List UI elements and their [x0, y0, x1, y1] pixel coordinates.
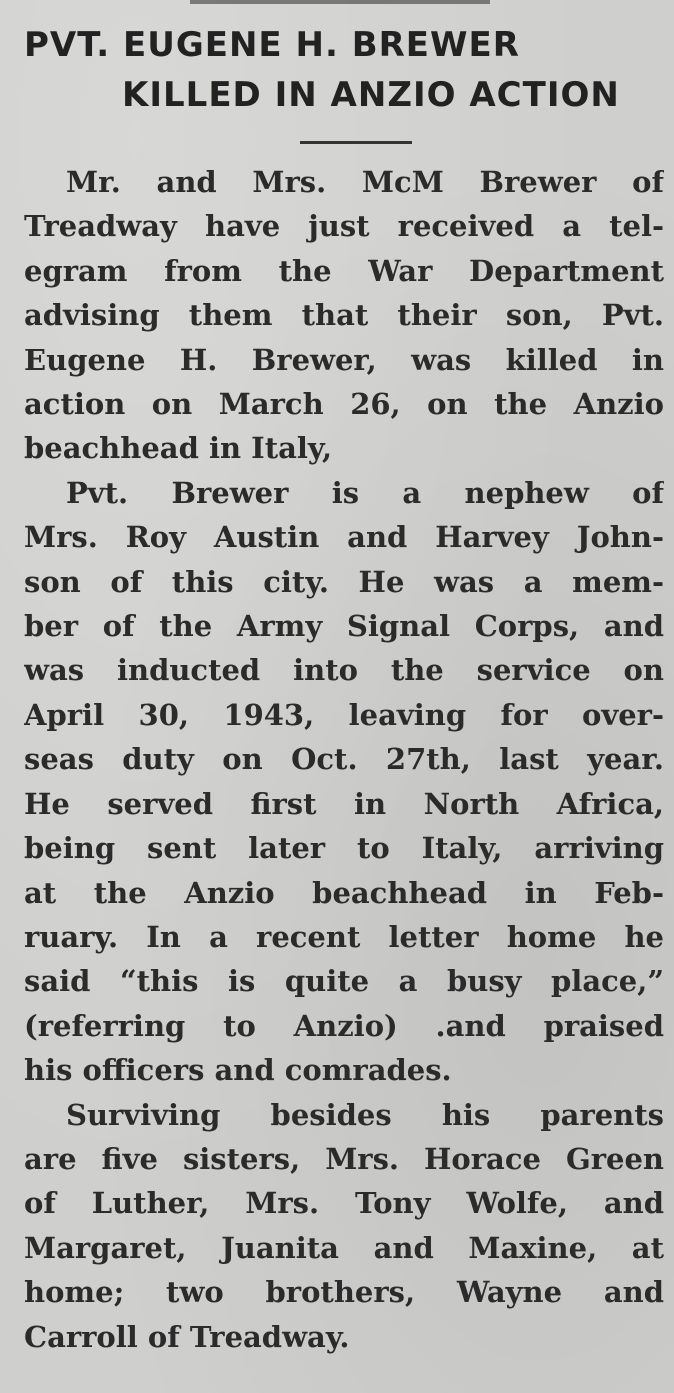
text-line: of Luther, Mrs. Tony Wolfe, and — [24, 1186, 664, 1221]
text-line: Eugene H. Brewer, was killed in — [24, 342, 664, 377]
text-line: Surviving besides his parents — [66, 1097, 664, 1132]
paragraph-2 — [24, 471, 664, 1093]
text-line: was inducted into the service on — [24, 653, 664, 688]
headline-divider — [300, 141, 412, 144]
text-line: April 30, 1943, leaving for over- — [24, 697, 664, 732]
text-line: being sent later to Italy, arriving — [24, 831, 664, 866]
text-line: ruary. In a recent letter home he — [24, 919, 664, 954]
headline-line-1: PVT. EUGENE H. BREWER — [24, 25, 520, 65]
text-line: beachhead in Italy, — [24, 431, 333, 466]
text-line: Treadway have just received a tel- — [24, 209, 664, 244]
paragraph-3 — [24, 1093, 664, 1359]
text-line: action on March 26, on the Anzio — [24, 387, 664, 422]
text-line: at the Anzio beachhead in Feb- — [24, 875, 664, 910]
text-line: are five sisters, Mrs. Horace Green — [24, 1141, 664, 1176]
text-line: Mrs. Roy Austin and Harvey John- — [24, 520, 664, 555]
article-body — [24, 160, 664, 1359]
text-line: his officers and comrades. — [24, 1053, 452, 1088]
text-line: said “this is quite a busy place,” — [24, 964, 664, 999]
text-line: advising them that their son, Pvt. — [24, 298, 664, 333]
text-line: (referring to Anzio) .and praised — [24, 1008, 664, 1043]
text-line: seas duty on Oct. 27th, last year. — [24, 742, 664, 777]
top-rule — [190, 0, 490, 4]
text-line: ber of the Army Signal Corps, and — [24, 609, 664, 644]
text-line: Pvt. Brewer is a nephew of — [66, 475, 664, 510]
paragraph-1 — [24, 160, 664, 471]
text-line: Carroll of Treadway. — [24, 1319, 350, 1354]
text-line: Margaret, Juanita and Maxine, at — [24, 1230, 664, 1265]
text-line: Mr. and Mrs. McM Brewer of — [66, 165, 664, 199]
text-line: son of this city. He was a mem- — [24, 564, 664, 599]
headline-line-2: KILLED IN ANZIO ACTION — [122, 75, 620, 115]
text-line: home; two brothers, Wayne and — [24, 1275, 664, 1310]
text-line: egram from the War Department — [24, 253, 664, 288]
text-line: He served first in North Africa, — [24, 786, 664, 821]
